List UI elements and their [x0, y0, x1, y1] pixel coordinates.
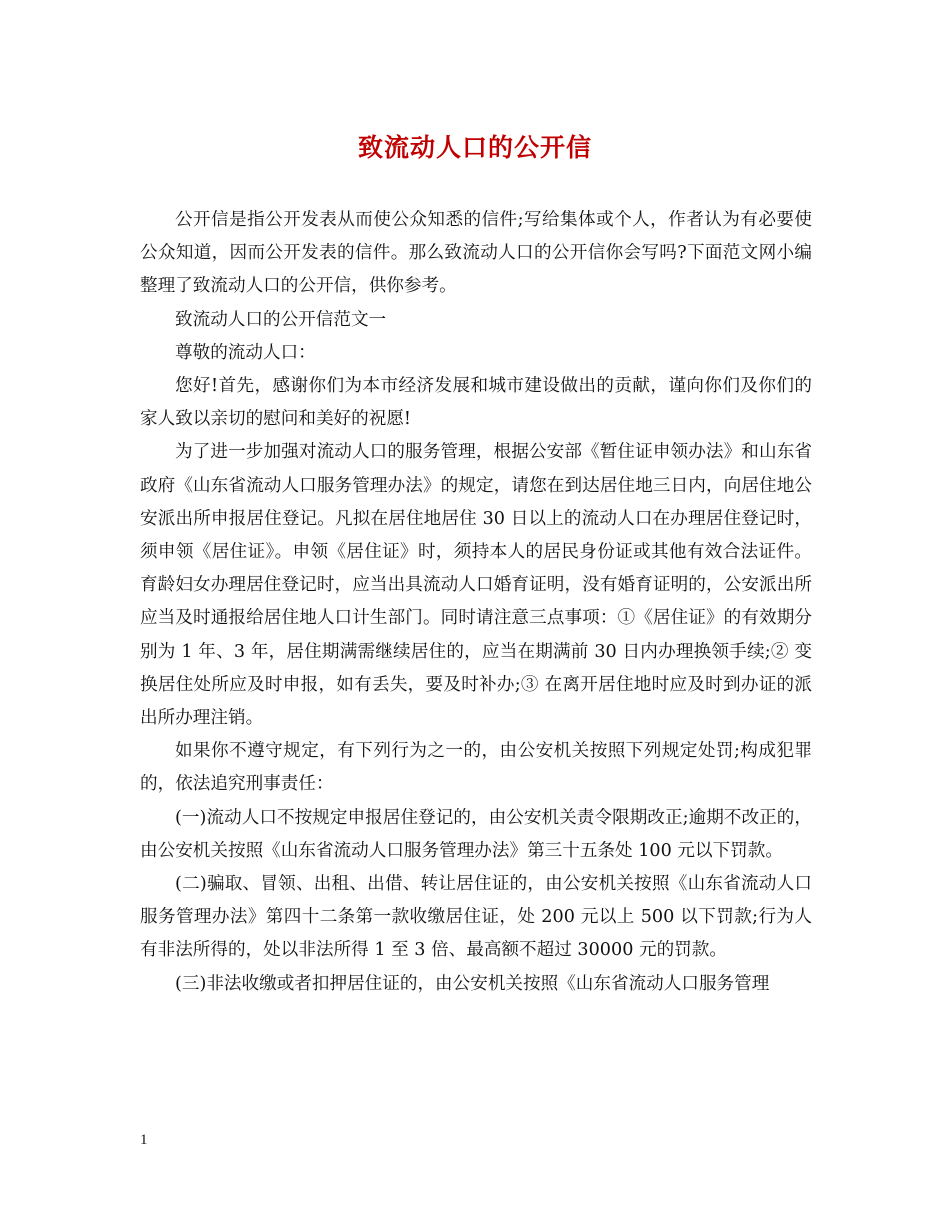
paragraph-penalty-1: (一)流动人口不按规定申报居住登记的，由公安机关责令限期改正;逾期不改正的，由公安机关按照《山东省流动人口服务管理办法》第三十五条处 100 元以下罚款。	[140, 807, 812, 861]
document-body	[140, 204, 812, 1001]
paragraph-salutation: 尊敬的流动人口：	[175, 342, 316, 363]
paragraph-penalty-intro: 如果你不遵守规定，有下列行为之一的，由公安机关按照下列规定处罚;构成犯罪的，依法追究刑事责任：	[140, 741, 812, 795]
paragraph-greeting: 您好!首先，感谢你们为本市经济发展和城市建设做出的贡献，谨向你们及你们的家人致以亲切的慰问和美好的祝愿!	[140, 376, 812, 430]
paragraph-registration-rules: 为了进一步加强对流动人口的服务管理，根据公安部《暂住证申领办法》和山东省政府《山东省流动人口服务管理办法》的规定，请您在到达居住地三日内，向居住地公安派出所申报居住登记。凡拟在居住地居住 30 日以上的流动人口在办理居住登记时，须申领《居住证》。申领《居住证》时，须持本人的居民身份证或其他有效合法证件。育龄妇女办理居住登记时，应当出具流动人口婚育证明，没有婚育证明的，公安派出所应当及时通报给居住地人口计生部门。同时请注意三点事项：①《居住证》的有效期分别为 1 年、3 年，居住期满需继续居住的，应当在期满前 30 日内办理换领手续;② 变换居住处所应及时申报，如有丢失，要及时补办;③ 在离开居住地时应及时到办证的派出所办理注销。	[140, 442, 812, 729]
paragraph-sample-heading: 致流动人口的公开信范文一	[175, 309, 387, 330]
document-title: 致流动人口的公开信	[357, 133, 592, 162]
paragraph-intro: 公开信是指公开发表从而使公众知悉的信件;写给集体或个人，作者认为有必要使公众知道，因而公开发表的信件。那么致流动人口的公开信你会写吗?下面范文网小编整理了致流动人口的公开信，供你参考。	[140, 210, 812, 297]
paragraph-penalty-3: (三)非法收缴或者扣押居住证的，由公安机关按照《山东省流动人口服务管理	[175, 973, 770, 994]
paragraph-penalty-2: (二)骗取、冒领、出租、出借、转让居住证的，由公安机关按照《山东省流动人口服务管理办法》第四十二条第一款收缴居住证，处 200 元以上 500 以下罚款;行为人有非法所得的，处以非法所得 1 至 3 倍、最高额不超过 30000 元的罚款。	[140, 874, 812, 961]
page-number: 1	[140, 1132, 148, 1148]
